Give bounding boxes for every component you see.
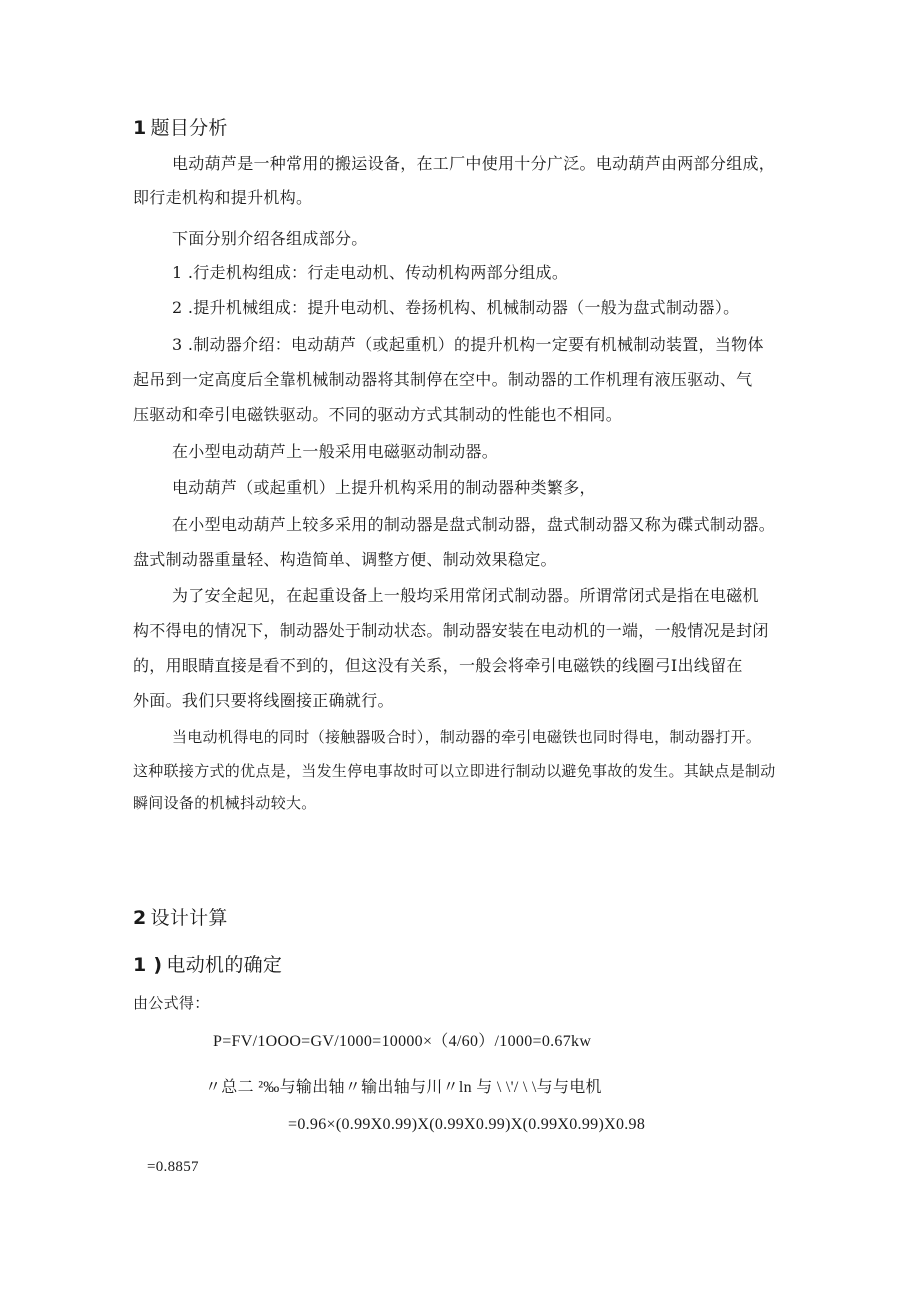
section-heading bbox=[133, 116, 228, 140]
section-title: 题目分析 bbox=[150, 117, 228, 139]
paragraph-line: 外面。我们只要将线圈接正确就行。 bbox=[133, 691, 394, 710]
paragraph-line: 在小型电动葫芦上一般采用电磁驱动制动器。 bbox=[172, 442, 499, 461]
formula-line: P=FV/1OOO=GV/1000=10000×（4/60）/1000=0.67kw bbox=[213, 1033, 592, 1050]
formula-line: =0.8857 bbox=[147, 1159, 199, 1175]
paragraph-line: 在小型电动葫芦上较多采用的制动器是盘式制动器，盘式制动器又称为碟式制动器。 bbox=[172, 515, 776, 534]
formula-lead: 由公式得： bbox=[133, 994, 210, 1012]
subsection-heading bbox=[133, 953, 282, 977]
subsection-title: 电动机的确定 bbox=[166, 954, 283, 976]
paragraph-line: 瞬间设备的机械抖动较大。 bbox=[133, 794, 317, 812]
list-item: 3 .制动器介绍：电动葫芦（或起重机）的提升机构一定要有机械制动装置，当物体 bbox=[172, 335, 764, 354]
section-title: 设计计算 bbox=[150, 907, 228, 929]
paragraph-line: 盘式制动器重量轻、构造简单、调整方便、制动效果稳定。 bbox=[133, 550, 557, 569]
formula-line: 〃总二 ²‰与输出轴〃输出轴与川〃ln 与 \ \'/ \ \与与电机 bbox=[205, 1079, 602, 1096]
paragraph-line: 构不得电的情况下，制动器处于制动状态。制动器安装在电动机的一端，一般情况是封闭 bbox=[133, 621, 769, 640]
paragraph-line: 压驱动和牵引电磁铁驱动。不同的驱动方式其制动的性能也不相同。 bbox=[133, 405, 623, 424]
section-number: 2 bbox=[133, 907, 147, 929]
formula-line: =0.96×(0.99X0.99)X(0.99X0.99)X(0.99X0.99)X0.98 bbox=[288, 1116, 646, 1133]
paragraph-line: 即行走机构和提升机构。 bbox=[133, 188, 313, 207]
section-heading bbox=[133, 906, 228, 930]
section-number: 1 bbox=[133, 117, 147, 139]
list-item: 1 .行走机构组成：行走电动机、传动机构两部分组成。 bbox=[172, 263, 569, 282]
paragraph-line: 起吊到一定高度后全靠机械制动器将其制停在空中。制动器的工作机理有液压驱动、气 bbox=[133, 370, 753, 389]
list-item: 2 .提升机械组成：提升电动机、卷扬机构、机械制动器（一般为盘式制动器）。 bbox=[172, 298, 740, 317]
paragraph-line: 电动葫芦是一种常用的搬运设备，在工厂中使用十分广泛。电动葫芦由两部分组成， bbox=[172, 154, 776, 173]
paragraph-line: 的，用眼睛直接是看不到的，但这没有关系，一般会将牵引电磁铁的线圈弓I出线留在 bbox=[133, 656, 743, 675]
paragraph-line: 下面分别介绍各组成部分。 bbox=[172, 229, 368, 248]
paragraph-line: 为了安全起见，在起重设备上一般均采用常闭式制动器。所谓常闭式是指在电磁机 bbox=[172, 586, 759, 605]
subsection-number: 1 ) bbox=[133, 954, 163, 976]
paragraph-line: 当电动机得电的同时（接触器吸合时），制动器的牵引电磁铁也同时得电，制动器打开。 bbox=[172, 728, 762, 746]
paragraph-line: 电动葫芦（或起重机）上提升机构采用的制动器种类繁多， bbox=[172, 478, 596, 497]
paragraph-line: 这种联接方式的优点是，当发生停电事故时可以立即进行制动以避免事故的发生。其缺点是制动 bbox=[133, 762, 776, 780]
